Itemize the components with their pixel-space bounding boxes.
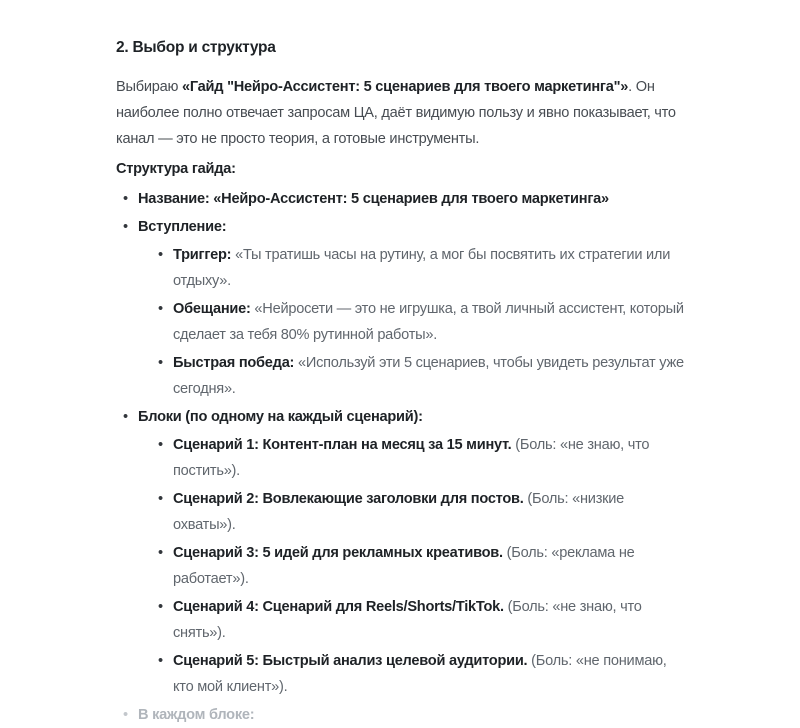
promise-label: Обещание:: [173, 301, 251, 317]
list-item-scenario-4: [173, 594, 688, 646]
section-heading: 2. Выбор и структура: [116, 39, 276, 56]
scenario-1-pain: (Боль: «не знаю, что постить»).: [173, 437, 650, 479]
introduction-sublist: [138, 242, 688, 402]
scenario-4-label: Сценарий 4: Сценарий для Reels/Shorts/TikTok.: [173, 599, 504, 615]
scenario-1-label: Сценарий 1: Контент-план на месяц за 15 минут.: [173, 437, 512, 453]
scenario-2-pain: (Боль: «низкие охваты»).: [173, 491, 625, 533]
trigger-quote: «Ты тратишь часы на рутину, а мог бы посвятить их стратегии или отдыху».: [173, 247, 671, 289]
blocks-label: Блоки (по одному на каждый сценарий):: [138, 409, 423, 425]
message-content: [116, 0, 688, 728]
list-item-scenario-3: [173, 540, 688, 592]
scenarios-sublist: [138, 432, 688, 700]
list-item-scenario-1: [173, 432, 688, 484]
structure-title: Структура гайда:: [116, 161, 236, 177]
chosen-guide-title: «Гайд "Нейро-Ассистент: 5 сценариев для твоего маркетинга"»: [181, 79, 629, 95]
list-item-promise: [173, 296, 688, 348]
scenario-5-pain: (Боль: «не понимаю, кто мой клиент»).: [173, 653, 667, 695]
guide-name-label: Название: «Нейро-Ассистент: 5 сценариев для твоего маркетинга»: [138, 191, 609, 207]
trigger-label: Триггер:: [173, 247, 232, 263]
each-block-label: В каждом блоке:: [138, 707, 255, 723]
scenario-2-label: Сценарий 2: Вовлекающие заголовки для постов.: [173, 491, 524, 507]
quick-win-quote: «Используй эти 5 сценариев, чтобы увидеть результат уже сегодня».: [173, 355, 684, 397]
scenario-3-pain: (Боль: «реклама не работает»).: [173, 545, 635, 587]
list-item-blocks: [138, 404, 688, 700]
list-item-guide-name: [138, 186, 688, 212]
introduction-label: Вступление:: [138, 219, 227, 235]
list-item-each-block: [138, 702, 688, 728]
intro-rest-text: . Он наиболее полно отвечает запросам ЦА, даёт видимую пользу и явно показывает, что канал — это не просто теория, а готовые инструменты.: [116, 79, 676, 147]
promise-quote: «Нейросети — это не игрушка, а твой личный ассистент, который сделает за тебя 80% рутинной работы».: [173, 301, 684, 343]
list-item-scenario-2: [173, 486, 688, 538]
list-item-scenario-5: [173, 648, 688, 700]
list-item-trigger: [173, 242, 688, 294]
scenario-4-pain: (Боль: «не знаю, что снять»).: [173, 599, 642, 641]
scenario-3-label: Сценарий 3: 5 идей для рекламных креативов.: [173, 545, 503, 561]
scenario-5-label: Сценарий 5: Быстрый анализ целевой аудитории.: [173, 653, 528, 669]
list-item-introduction: [138, 214, 688, 402]
intro-paragraph: [116, 74, 688, 152]
guide-structure-list: [116, 186, 688, 728]
quick-win-label: Быстрая победа:: [173, 355, 295, 371]
list-item-quick-win: [173, 350, 688, 402]
intro-lead-text: Выбираю: [116, 79, 179, 95]
